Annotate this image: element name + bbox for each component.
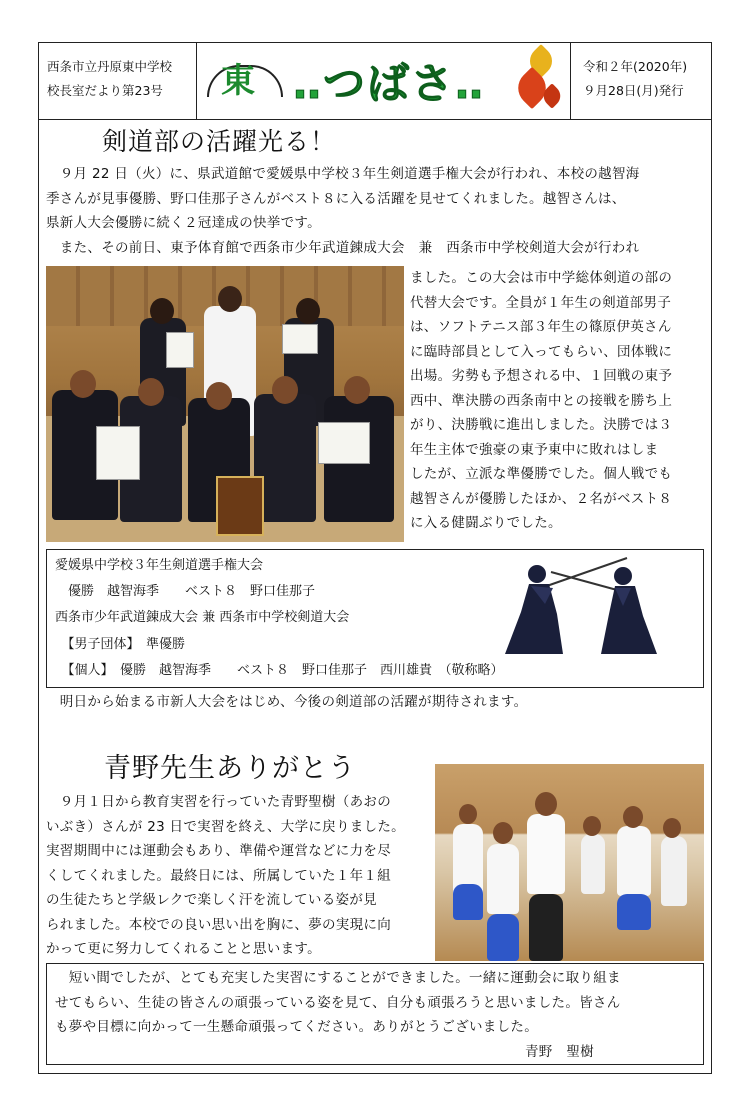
masthead-kanji: 東 <box>221 61 255 101</box>
text-line: 代替大会です。全員が１年生の剣道部男子 <box>410 294 672 311</box>
text-line: 実習期間中には運動会もあり、準備や運営などに力を尽 <box>46 843 391 859</box>
text-line: ９月 22 日（火）に、県武道館で愛媛県中学校３年生剣道選手権大会が行われ、本校の越智海 <box>46 166 640 182</box>
student-teacher-photo <box>435 764 704 961</box>
text-line: ました。この大会は市中学総体剣道の部の <box>410 270 673 286</box>
text-line: せてもらい、生徒の皆さんの頑張っている姿を見て、自分も頑張ろうと思いました。皆さん <box>55 994 621 1011</box>
text-line: に臨時部員として入ってもらい、団体戦に <box>410 343 673 360</box>
article2-para1 <box>46 790 436 962</box>
text-line: の生徒たちと学級レクで楽しく汗を流している姿が見 <box>46 892 377 908</box>
signature: 青野 聖樹 <box>525 1044 594 1060</box>
issue-number: 校長室だより第23号 <box>47 83 163 98</box>
article1-title: 剣道部の活躍光る！ <box>102 127 337 156</box>
text-line: 出場。劣勢も予想される中、１回戦の東予 <box>410 368 673 384</box>
masthead <box>39 43 711 120</box>
text-line: かって更に努力してくれることと思います。 <box>46 941 321 957</box>
text-line: また、その前日、東予体育館で西条市少年武道錬成大会 兼 西条市中学校剣道大会が行われ <box>46 239 640 256</box>
era-date: 令和２年(2020年) <box>583 59 688 74</box>
text-line: 短い間でしたが、とても充実した実習にすることができました。一緒に運動会に取り組ま <box>55 970 621 986</box>
text-line: 西中、準決勝の西条南中との接戦を勝ち上 <box>410 392 673 409</box>
kendo-fighters-icon <box>491 554 667 658</box>
results-box <box>46 549 704 688</box>
masthead-school-info <box>39 43 197 119</box>
result-line: 愛媛県中学校３年生剣道選手権大会 <box>55 558 264 573</box>
text-line: 越智さんが優勝したほか、２名がベスト８ <box>410 490 673 507</box>
text-line: ９月１日から教育実習を行っていた青野聖樹（あおの <box>46 794 391 810</box>
text-line: は、ソフトテニス部３年生の篠原伊英さん <box>410 319 672 335</box>
article2-title: 青野先生ありがとう <box>104 753 356 784</box>
text-line: したが、立派な準優勝でした。個人戦でも <box>410 466 673 482</box>
result-line: 【男子団体】 準優勝 <box>55 637 186 652</box>
text-line: られました。本校での良い思い出を胸に、夢の実現に向 <box>46 916 391 933</box>
article1-para1 <box>46 162 710 260</box>
masthead-logo <box>197 43 571 119</box>
text-line: いぶき）さんが 23 日で実習を終え、大学に戻りました。 <box>46 818 405 835</box>
article1-closing: 明日から始まる市新人大会をはじめ、今後の剣道部の活躍が期待されます。 <box>46 694 528 710</box>
result-line: 優勝 越智海季 ベスト８ 野口佳那子 <box>55 584 316 599</box>
text-line: がり、決勝戦に進出しました。決勝では３ <box>410 417 673 433</box>
text-line: 季さんが見事優勝、野口佳那子さんがベスト８に入る活躍を見せてくれました。越智さんは、 <box>46 190 626 207</box>
result-line: 西条市少年武道錬成大会 兼 西条市中学校剣道大会 <box>55 610 350 625</box>
masthead-title: ‥つばさ‥ <box>293 59 486 108</box>
message-box <box>46 963 704 1065</box>
text-line: 県新人大会優勝に続く２冠達成の快挙です。 <box>46 215 321 231</box>
publish-date: ９月28日(月)発行 <box>583 83 684 98</box>
article1-para2-wrap <box>410 266 710 536</box>
school-name: 西条市立丹原東中学校 <box>47 59 173 74</box>
text-line: も夢や目標に向かって一生懸命頑張ってください。ありがとうございました。 <box>55 1019 538 1035</box>
text-line: に入る健闘ぶりでした。 <box>410 515 562 531</box>
masthead-date <box>571 43 713 119</box>
message-text <box>55 966 701 1040</box>
kendo-team-photo <box>46 266 404 542</box>
result-line: 【個人】 優勝 越智海季 ベスト８ 野口佳那子 西川雄貴 （敬称略） <box>55 663 504 678</box>
text-line: くしてくれました。最終日には、所属していた１年１組 <box>46 867 391 884</box>
text-line: 年生主体で強豪の東予東中に敗れはしま <box>410 441 659 458</box>
